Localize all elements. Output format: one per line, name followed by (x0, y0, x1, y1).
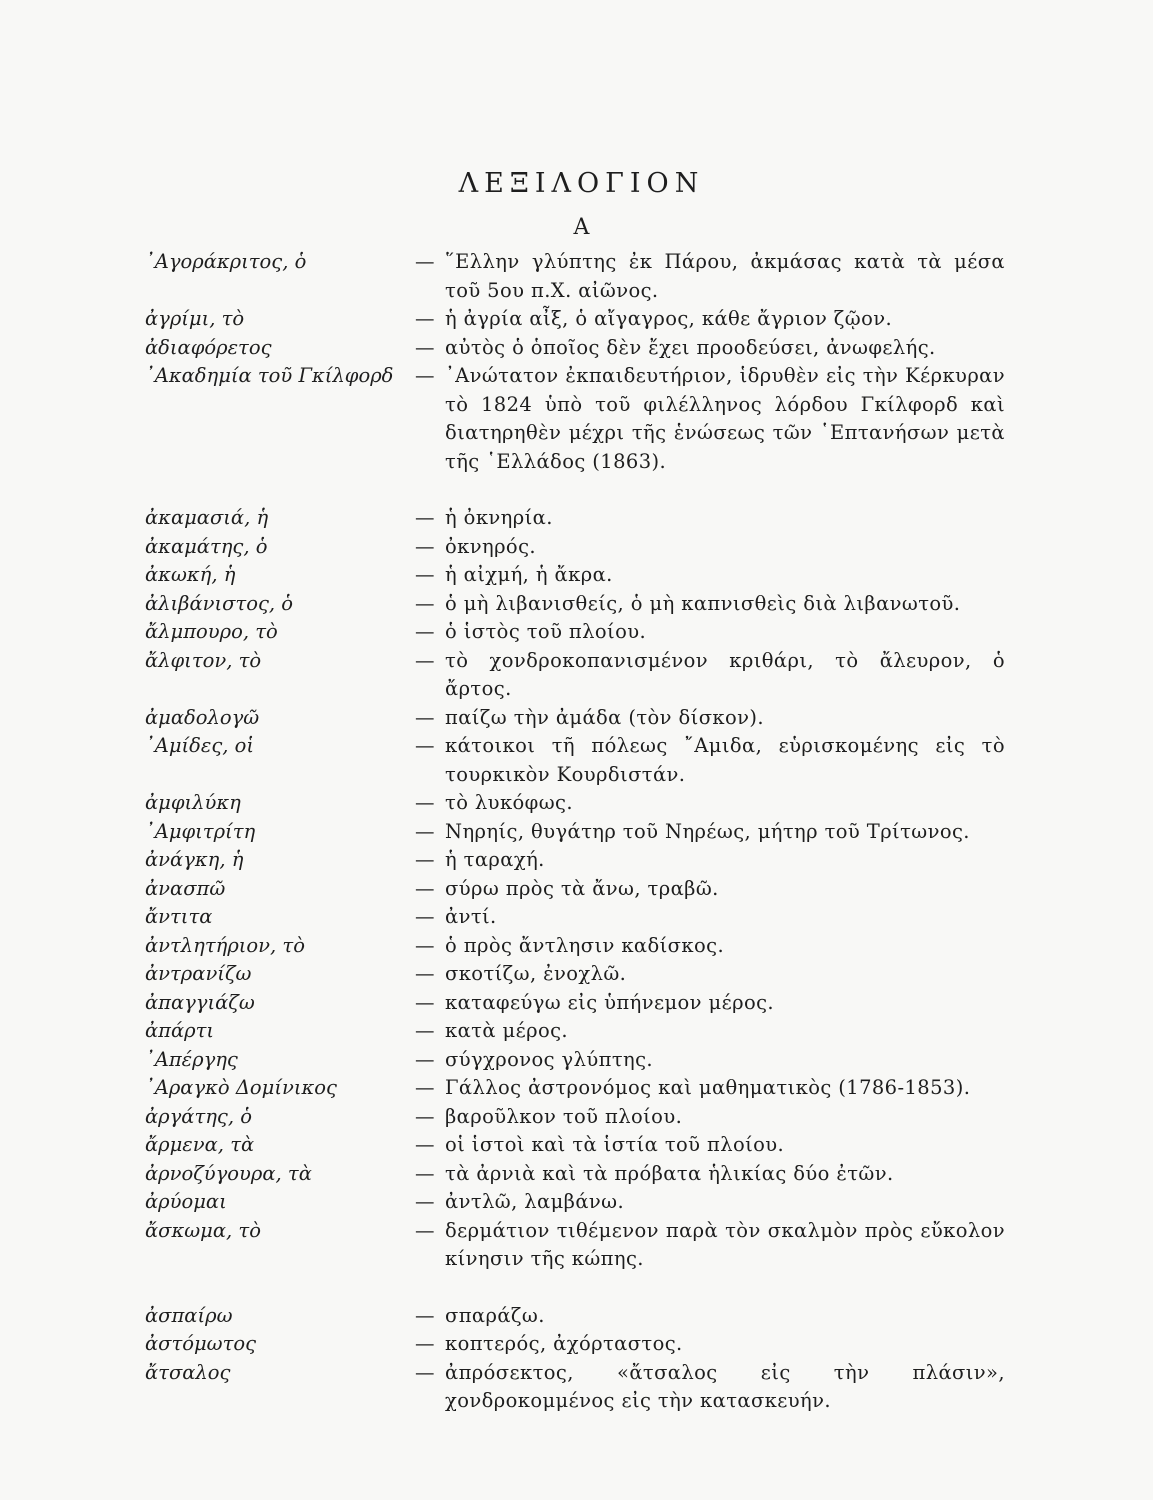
entry-headword: ἀρνοζύγουρα, τὰ (145, 1161, 312, 1185)
entry-definition: καταφεύγω εἰς ὑπήνεμον μέρος. (445, 990, 775, 1014)
entry-definition: ἡ ὀκνηρία. (445, 506, 553, 529)
glossary-entry (145, 504, 1005, 533)
glossary-entry (145, 846, 1005, 875)
entry-definition: ἀντί. (445, 905, 497, 928)
entry-headword: ἄρμενα, τὰ (145, 1133, 255, 1156)
entry-definition: τὸ λυκόφως. (445, 791, 573, 814)
entry-headword: ἀγρίμι, τὸ (145, 307, 245, 330)
entry-dash: — (415, 1047, 435, 1071)
glossary-entry (145, 875, 1005, 904)
entry-headword: ἀνάγκη, ἡ (145, 848, 244, 871)
entry-headword: ἀλιβάνιστος, ὁ (145, 591, 294, 615)
entry-dash: — (415, 1190, 435, 1213)
entry-dash: — (415, 933, 435, 957)
glossary-entry (145, 647, 1005, 704)
entry-definition: ὀκνηρός. (445, 534, 536, 558)
glossary-entry (145, 960, 1005, 989)
entry-definition: σκοτίζω, ἐνοχλῶ. (445, 962, 627, 985)
entry-dash: — (415, 1161, 435, 1185)
glossary-entries (145, 248, 1005, 1416)
entry-headword: ᾿Αμίδες, οἱ (145, 734, 255, 757)
glossary-entry (145, 1160, 1005, 1189)
glossary-entry (145, 1188, 1005, 1217)
entry-definition: Νηρηίς, θυγάτηρ τοῦ Νηρέως, μήτηρ τοῦ Τρίτωνος. (445, 819, 970, 843)
glossary-entry (145, 932, 1005, 961)
entry-definition: ὁ μὴ λιβανισθείς, ὁ μὴ καπνισθεὶς διὰ λιβανωτοῦ. (445, 591, 961, 615)
entry-headword: ἀκαμασιά, ἡ (145, 506, 269, 529)
entry-dash: — (415, 250, 435, 273)
entry-dash: — (415, 962, 435, 985)
entry-dash: — (415, 506, 435, 529)
glossary-entry (145, 789, 1005, 818)
entry-dash: — (415, 1104, 435, 1128)
entry-definition: τὰ ἀρνιὰ καὶ τὰ πρόβατα ἡλικίας δύο ἐτῶν. (445, 1161, 894, 1185)
entry-dash: — (415, 1360, 435, 1384)
entry-definition: σύγχρονος γλύπτης. (445, 1047, 654, 1071)
entry-dash: — (415, 335, 435, 359)
entry-headword: ἀνασπῶ (145, 876, 226, 900)
entry-definition: ὁ ἱστὸς τοῦ πλοίου. (445, 620, 647, 643)
entry-dash: — (415, 648, 435, 672)
entry-dash: — (415, 905, 435, 928)
entry-dash: — (415, 876, 435, 900)
entry-definition: δερμάτιον τιθέμενον παρὰ τὸν σκαλμὸν πρὸς εὔκολον κίνησιν τῆς κώπης. (445, 1218, 1005, 1270)
entry-dash: — (415, 734, 435, 757)
entry-headword: ἀντρανίζω (145, 962, 252, 985)
glossary-entry (145, 1103, 1005, 1132)
entry-dash: — (415, 1218, 435, 1242)
entry-headword: ἄσκωμα, τὸ (145, 1218, 261, 1242)
entry-headword: ἀδιαφόρετος (145, 335, 272, 359)
glossary-entry (145, 1046, 1005, 1075)
entry-definition: ἡ ταραχή. (445, 848, 545, 871)
entry-dash: — (415, 1332, 435, 1355)
entry-headword: ἀντλητήριον, τὸ (145, 933, 305, 957)
glossary-entry (145, 305, 1005, 334)
entry-headword: ἀκαμάτης, ὁ (145, 534, 268, 558)
entry-dash: — (415, 591, 435, 615)
entry-definition: ᾿Ανώτατον ἐκπαιδευτήριον, ἱδρυθὲν εἰς τὴν Κέρκυραν τὸ 1824 ὑπὸ τοῦ φιλέλληνος λόρδου Γκίλφορδ καὶ διατηρηθὲν μέχρι τῆς ἑνώσεως τῶν ῾Επτανήσων μετὰ τῆς ῾Ελλάδος (1863). (445, 364, 1005, 473)
entry-headword: ᾿Απέργης (145, 1047, 238, 1071)
entry-headword: ἀρύομαι (145, 1190, 227, 1213)
glossary-entry (145, 618, 1005, 647)
entry-definition: ἡ ἀγρία αἶξ, ὁ αἴγαγρος, κάθε ἄγριον ζῷον. (445, 307, 893, 330)
entry-dash: — (415, 307, 435, 330)
glossary-entry (145, 704, 1005, 733)
entry-headword: ἀπαγγιάζω (145, 990, 255, 1014)
glossary-entry (145, 561, 1005, 590)
entry-headword: ἄτσαλος (145, 1360, 231, 1384)
entry-definition: αὐτὸς ὁ ὁποῖος δὲν ἔχει προοδεύσει, ἀνωφελής. (445, 335, 936, 359)
entry-dash: — (415, 848, 435, 871)
entry-headword: ἀκωκή, ἡ (145, 563, 236, 586)
entry-definition: παίζω τὴν ἀμάδα (τὸν δίσκον). (445, 705, 765, 729)
entry-headword: ἀμαδολογῶ (145, 705, 260, 729)
entry-definition: οἱ ἱστοὶ καὶ τὰ ἱστία τοῦ πλοίου. (445, 1133, 785, 1156)
glossary-entry (145, 590, 1005, 619)
glossary-entry (145, 903, 1005, 932)
entry-dash: — (415, 1076, 435, 1099)
glossary-entry (145, 248, 1005, 305)
entry-headword: ἀπάρτι (145, 1019, 215, 1042)
entry-headword: ἀργάτης, ὁ (145, 1104, 252, 1128)
entry-dash: — (415, 1133, 435, 1156)
glossary-entry (145, 533, 1005, 562)
entry-headword: ᾿Αραγκὸ Δομίνικος (145, 1076, 337, 1099)
entry-headword: ᾿Αμφιτρίτη (145, 819, 256, 843)
entry-dash: — (415, 534, 435, 558)
glossary-entry (145, 1074, 1005, 1103)
glossary-entry (145, 1217, 1005, 1274)
entry-dash: — (415, 563, 435, 586)
glossary-entry (145, 1302, 1005, 1331)
entry-definition: κοπτερός, ἀχόρταστος. (445, 1332, 683, 1355)
entry-definition: σπαράζω. (445, 1303, 545, 1327)
entry-headword: ἀστόμωτος (145, 1332, 257, 1355)
entry-definition: ἀντλῶ, λαμβάνω. (445, 1190, 625, 1213)
section-letter: Α (573, 215, 590, 240)
page-title: ΛΕΞΙΛΟΓΙΟΝ (458, 168, 705, 199)
glossary-entry (145, 989, 1005, 1018)
entry-dash: — (415, 819, 435, 843)
entry-definition: κάτοικοι τῆ πόλεως ῎Αμιδα, εὑρισκομένης εἰς τὸ τουρκικὸν Κουρδιστάν. (445, 734, 1005, 786)
entry-dash: — (415, 364, 435, 387)
entry-definition: ὁ πρὸς ἄντλησιν καδίσκος. (445, 933, 725, 957)
entry-dash: — (415, 1019, 435, 1042)
glossary-entry (145, 334, 1005, 363)
glossary-entry (145, 362, 1005, 476)
entry-definition: ἡ αἰχμή, ἡ ἄκρα. (445, 563, 613, 586)
glossary-entry (145, 1359, 1005, 1416)
entry-headword: ἄντιτα (145, 905, 213, 928)
entry-definition: Γάλλος ἀστρονόμος καὶ μαθηματικὸς (1786-1853). (445, 1076, 971, 1099)
entry-headword: ᾿Ακαδημία τοῦ Γκίλφορδ (145, 364, 394, 387)
entry-dash: — (415, 620, 435, 643)
entry-definition: κατὰ μέρος. (445, 1019, 569, 1042)
entry-definition: ῞Ελλην γλύπτης ἐκ Πάρου, ἀκμάσας κατὰ τὰ μέσα τοῦ 5ου π.Χ. αἰῶνος. (445, 250, 1005, 302)
entry-dash: — (415, 705, 435, 729)
entry-headword: ἄλφιτον, τὸ (145, 648, 262, 672)
glossary-entry (145, 1131, 1005, 1160)
glossary-entry (145, 1017, 1005, 1046)
entry-definition: ἀπρόσεκτος, «ἄτσαλος εἰς τὴν πλάσιν», χονδροκομμένος εἰς τὴν κατασκευήν. (445, 1360, 1005, 1412)
entry-dash: — (415, 791, 435, 814)
entry-headword: ἀμφιλύκη (145, 791, 241, 814)
entry-definition: βαροῦλκον τοῦ πλοίου. (445, 1104, 683, 1128)
entry-definition: τὸ χονδροκοπανισμένον κριθάρι, τὸ ἄλευρον, ὁ ἄρτος. (445, 648, 1005, 700)
entry-dash: — (415, 990, 435, 1014)
entry-headword: ᾿Αγοράκριτος, ὁ (145, 250, 307, 273)
entry-headword: ἄλμπουρο, τὸ (145, 620, 278, 643)
glossary-entry (145, 818, 1005, 847)
entry-definition: σύρω πρὸς τὰ ἄνω, τραβῶ. (445, 876, 719, 900)
glossary-entry (145, 1330, 1005, 1359)
entry-headword: ἀσπαίρω (145, 1303, 233, 1327)
glossary-entry (145, 732, 1005, 789)
entry-dash: — (415, 1303, 435, 1327)
